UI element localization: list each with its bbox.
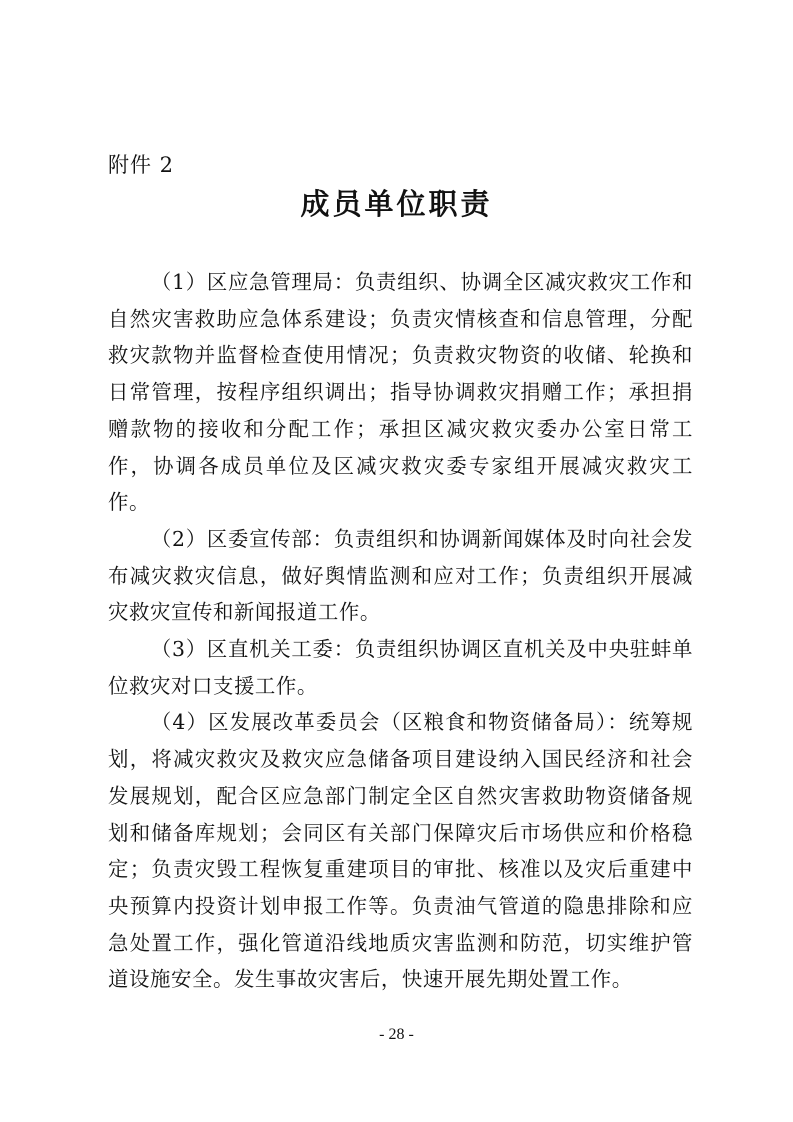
document-title: 成员单位职责 xyxy=(300,187,493,221)
paragraph-development-reform-committee: （4）区发展改革委员会（区粮食和物资储备局）：统筹规划，将减灾救灾及救灾应急储备项目建设纳入国民经济和社会发展规划，配合区应急部门制定全区自然灾害救助物资储备规划和储备库规划；会同区有关部门保障灾后市场供应和价格稳定；负责灾毁工程恢复重建项目的审批、核准以及灾后重建中央预算内投资计划申报工作等。负责油气管道的隐患排除和应急处置工作，强化管道沿线地质灾害监测和防范，切实维护管道设施安全。发生事故灾害后，快速开展先期处置工作。 xyxy=(108,710,693,992)
document-body xyxy=(108,264,693,998)
paragraph-propaganda-department: （2）区委宣传部：负责组织和协调新闻媒体及时向社会发布减灾救灾信息，做好舆情监测和应对工作；负责组织开展减灾救灾宣传和新闻报道工作。 xyxy=(108,526,693,625)
attachment-label: 附件 2 xyxy=(108,153,175,177)
paragraph-emergency-management-bureau: （1）区应急管理局：负责组织、协调全区减灾救灾工作和自然灾害救助应急体系建设；负责灾情核查和信息管理，分配救灾款物并监督检查使用情况；负责救灾物资的收储、轮换和日常管理，按程序组织调出；指导协调救灾捐赠工作；承担捐赠款物的接收和分配工作；承担区减灾救灾委办公室日常工作，协调各成员单位及区减灾救灾委专家组开展减灾救灾工作。 xyxy=(108,270,693,515)
paragraph-government-organs-work-committee: （3）区直机关工委：负责组织协调区直机关及中央驻蚌单位救灾对口支援工作。 xyxy=(108,637,693,698)
page-number: - 28 - xyxy=(379,1026,414,1043)
